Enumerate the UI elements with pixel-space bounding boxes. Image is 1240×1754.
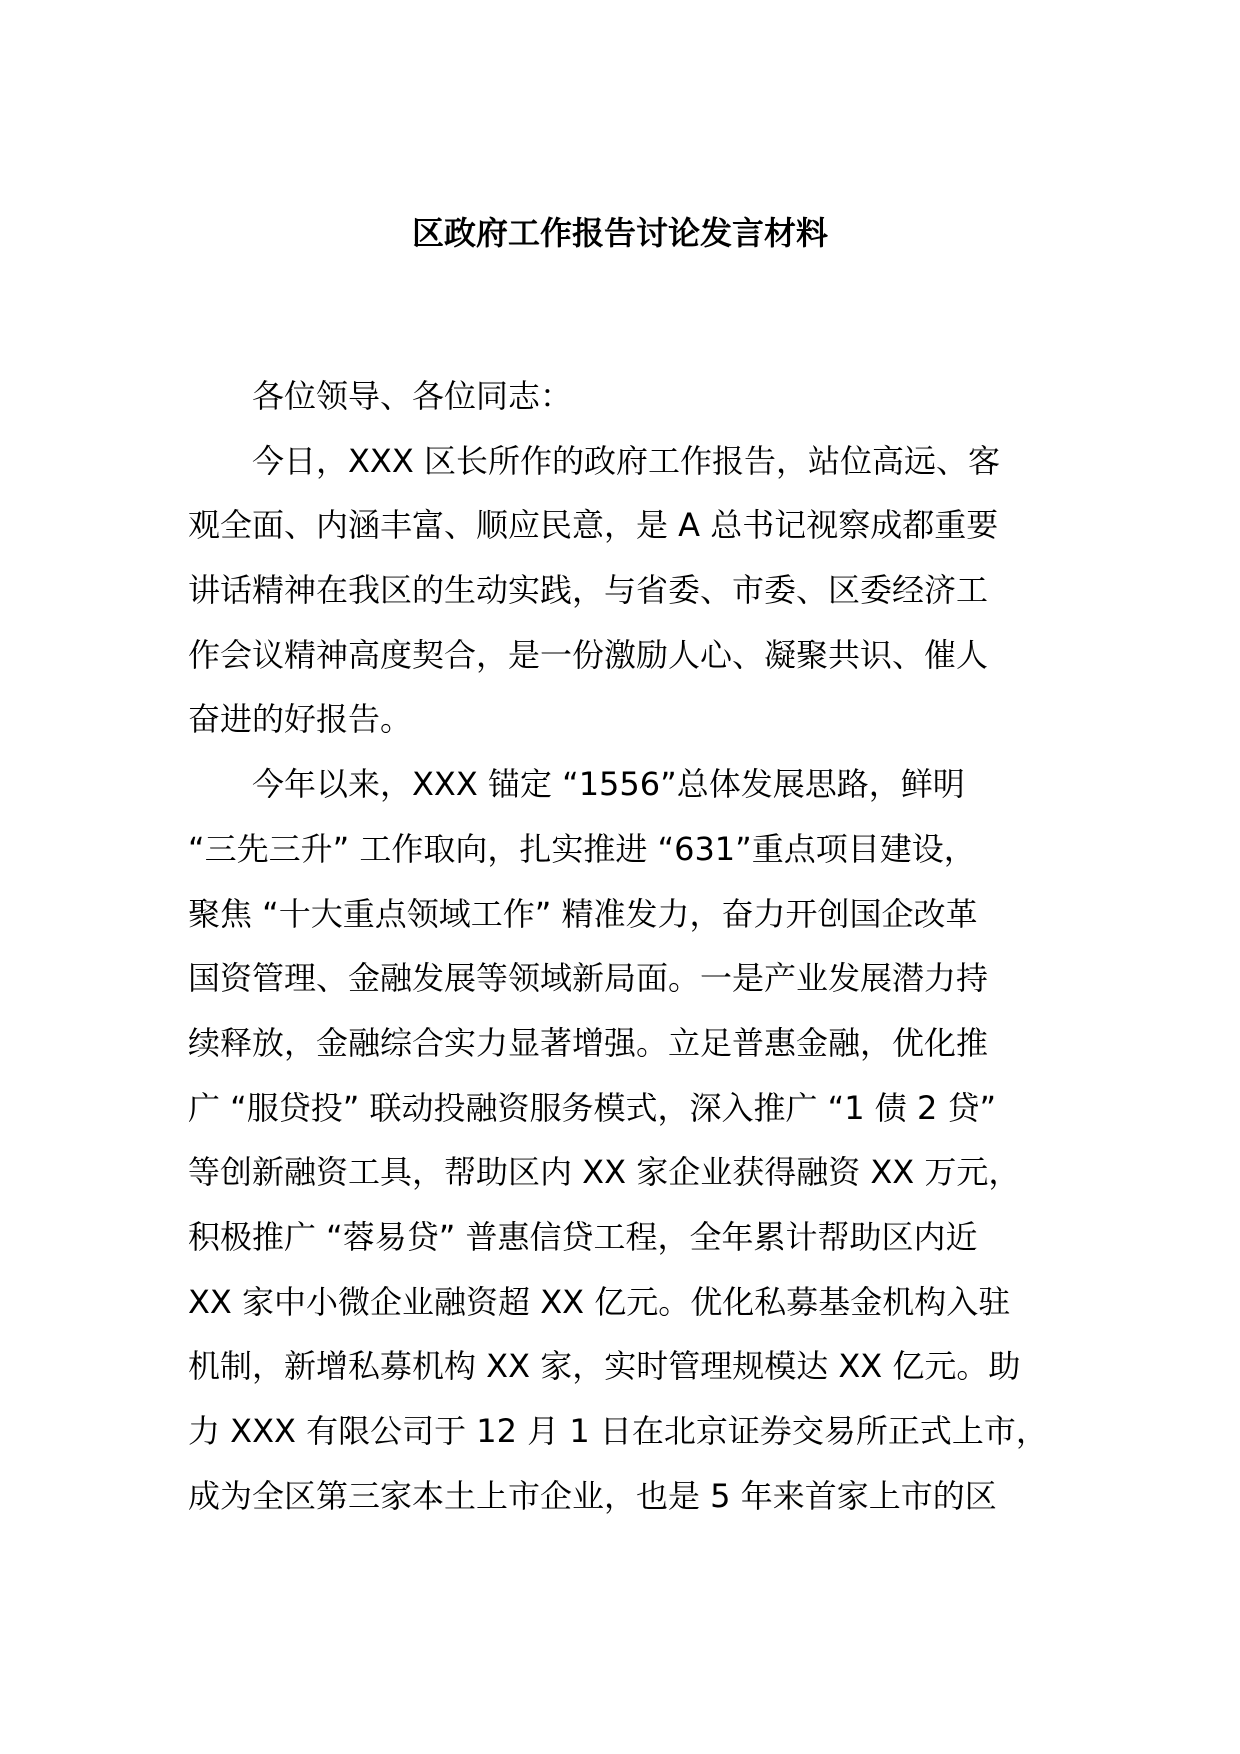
salutation-line: 各位领导、各位同志： (252, 377, 573, 415)
document-title: 区政府工作报告讨论发言材料 (411, 214, 828, 252)
paragraph-2-line-9: XX 家中小微企业融资超 XX 亿元。优化私募基金机构入驻 (188, 1282, 1011, 1321)
paragraph-1-line-4: 作会议精神高度契合，是一份激励人心、凝聚共识、催人 (188, 635, 989, 674)
paragraph-2-line-6: 广 “服贷投” 联动投融资服务模式，深入推广 “1 债 2 贷” (188, 1088, 997, 1127)
paragraph-1-line-2: 观全面、内涵丰富、顺应民意，是 A 总书记视察成都重要 (188, 506, 999, 545)
paragraph-2-line-8: 积极推广 “蓉易贷” 普惠信贷工程，全年累计帮助区内近 (188, 1217, 978, 1256)
paragraph-2-line-7: 等创新融资工具，帮助区内 XX 家企业获得融资 XX 万元， (188, 1153, 1021, 1192)
paragraph-2-line-11: 力 XXX 有限公司于 12 月 1 日在北京证券交易所正式上市， (188, 1412, 1048, 1450)
paragraph-1-line-3: 讲话精神在我区的生动实践，与省委、市委、区委经济工 (188, 571, 989, 610)
paragraph-2-line-5: 续释放，金融综合实力显著增强。立足普惠金融，优化推 (188, 1023, 989, 1062)
paragraph-2-line-2: “三先三升” 工作取向，扎实推进 “631”重点项目建设， (188, 829, 976, 868)
paragraph-2-line-3: 聚焦 “十大重点领域工作” 精准发力，奋力开创国企改革 (188, 894, 978, 933)
paragraph-2-line-12: 成为全区第三家本土上市企业，也是 5 年来首家上市的区 (188, 1476, 997, 1515)
paragraph-2-line-1: 今年以来，XXX 锚定 “1556”总体发展思路，鲜明 (252, 765, 965, 804)
paragraph-2-line-10: 机制，新增私募机构 XX 家，实时管理规模达 XX 亿元。助 (188, 1347, 1021, 1386)
paragraph-2-line-4: 国资管理、金融发展等领域新局面。一是产业发展潜力持 (188, 959, 989, 998)
paragraph-1-line-1: 今日，XXX 区长所作的政府工作报告，站位高远、客 (252, 441, 1000, 480)
paragraph-1-line-5: 奋进的好报告。 (188, 700, 413, 739)
document-body (188, 364, 1068, 1528)
